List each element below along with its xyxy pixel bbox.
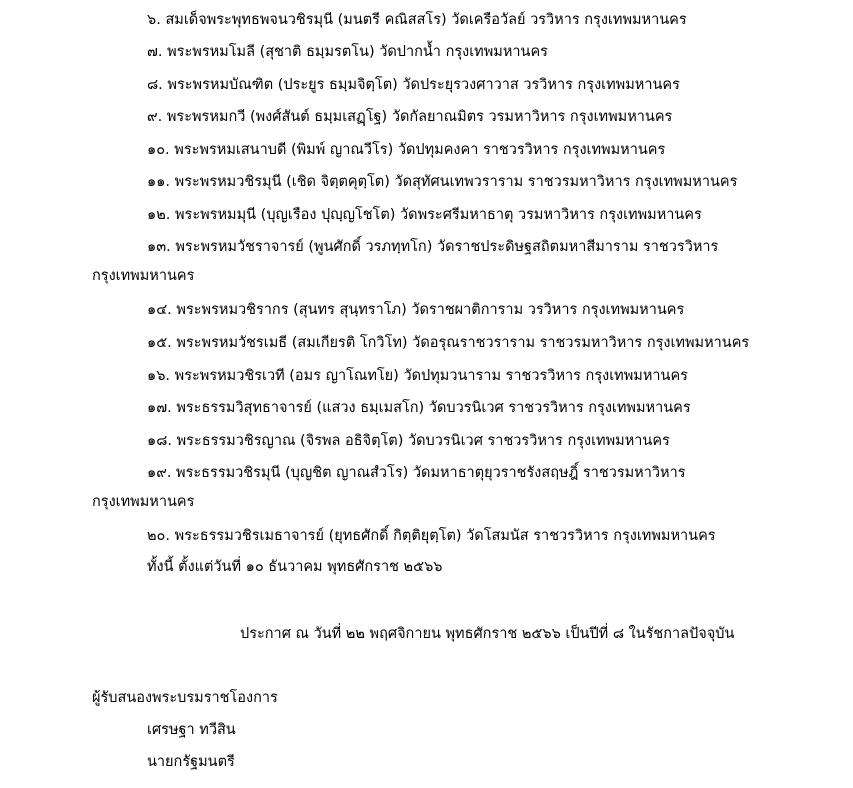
member-number: ๑๔. <box>147 302 172 318</box>
member-number: ๘. <box>147 77 163 93</box>
signer-name: เศรษฐา ทวีสิน <box>147 722 236 738</box>
member-text: พระธรรมวชิรมุนี (บุญชิต ญาณสํวโร) วัดมหาธาตุยุวราชรังสฤษฎิ์ ราชวรมหาวิหาร <box>176 465 686 481</box>
member-number: ๑๑. <box>147 174 171 190</box>
member-number: ๑๘. <box>147 433 172 449</box>
member-number: ๗. <box>147 44 163 60</box>
member-line <box>147 398 691 418</box>
member-number: ๑๙. <box>147 465 172 481</box>
announcement-date: ประกาศ ณ วันที่ ๒๒ พฤศจิกายน พุทธศักราช ๒๕๖๖ เป็นปีที่ ๘ ในรัชกาลปัจจุบัน <box>240 626 735 642</box>
member-text: พระธรรมวชิรเมธาจารย์ (ยุทธศักดิ์ กิตฺติยุตฺโต) วัดโสมนัส ราชวรวิหาร กรุงเทพมหานคร <box>174 528 716 544</box>
member-line <box>147 526 716 546</box>
member-text: พระพรหมวัชรเมธี (สมเกียรติ โกวิโท) วัดอรุณราชวราราม ราชวรมหาวิหาร กรุงเทพมหานคร <box>176 335 750 351</box>
member-number: ๑๐. <box>147 142 170 158</box>
member-text: พระพรหมวชิรมุนี (เชิด จิตฺตคุตฺโต) วัดสุทัศนเทพวราราม ราชวรมหาวิหาร กรุงเทพมหานคร <box>174 174 738 190</box>
member-line <box>147 140 665 160</box>
member-line <box>147 42 548 62</box>
member-line <box>147 205 702 225</box>
member-number: ๙. <box>147 109 163 125</box>
member-number: ๖. <box>147 12 161 28</box>
member-number: ๑๓. <box>147 239 171 255</box>
member-continuation: กรุงเทพมหานคร <box>92 494 195 510</box>
countersign-label: ผู้รับสนองพระบรมราชโองการ <box>92 690 278 706</box>
member-text: พระพรหมเสนาบดี (พิมพ์ ญาณวีโร) วัดปทุมคงคา ราชวรวิหาร กรุงเทพมหานคร <box>174 142 666 158</box>
effective-date: ทั้งนี้ ตั้งแต่วันที่ ๑๐ ธันวาคม พุทธศักราช ๒๕๖๖ <box>147 559 443 575</box>
member-text: พระพรหมวัชราจารย์ (พูนศักดิ์ วรภทฺทโก) วัดราชประดิษฐสถิตมหาสีมาราม ราชวรวิหาร <box>175 239 719 255</box>
member-line <box>147 10 687 30</box>
member-line <box>147 333 749 353</box>
member-text: พระพรหมวชิรากร (สุนทร สุนฺทราโภ) วัดราชผาติการาม วรวิหาร กรุงเทพมหานคร <box>176 302 685 318</box>
member-line <box>147 431 670 451</box>
member-number: ๑๕. <box>147 335 172 351</box>
member-line <box>147 172 737 192</box>
member-text: พระธรรมวิสุทธาจารย์ (แสวง ธมฺเมสโก) วัดบวรนิเวศ ราชวรวิหาร กรุงเทพมหานคร <box>176 400 691 416</box>
signer-title: นายกรัฐมนตรี <box>147 754 235 770</box>
member-text: พระพรหมโมลี (สุชาติ ธมฺมรตโน) วัดปากน้ำ กรุงเทพมหานคร <box>167 44 548 60</box>
member-line <box>147 300 684 320</box>
member-text: พระพรหมวชิรเวที (อมร ญาโณทโย) วัดปทุมวนาราม ราชวรวิหาร กรุงเทพมหานคร <box>174 368 688 384</box>
member-line <box>147 75 680 95</box>
member-continuation: กรุงเทพมหานคร <box>92 268 195 284</box>
member-number: ๑๗. <box>147 400 172 416</box>
member-line <box>147 366 688 386</box>
member-line <box>147 237 718 257</box>
member-text: พระพรหมมุนี (บุญเรือง ปุญฺญโชโต) วัดพระศรีมหาธาตุ วรมหาวิหาร กรุงเทพมหานคร <box>174 207 702 223</box>
member-number: ๑๖. <box>147 368 171 384</box>
member-text: พระพรหมกวี (พงศ์สันต์ ธมฺมเสฏฺโฐ) วัดกัลยาณมิตร วรมหาวิหาร กรุงเทพมหานคร <box>166 109 673 125</box>
member-text: สมเด็จพระพุทธพจนวชิรมุนี (มนตรี คณิสสโร) วัดเครือวัลย์ วรวิหาร กรุงเทพมหานคร <box>165 12 687 28</box>
member-text: พระธรรมวชิรญาณ (จิรพล อธิจิตฺโต) วัดบวรนิเวศ ราชวรวิหาร กรุงเทพมหานคร <box>176 433 670 449</box>
member-number: ๒๐. <box>147 528 171 544</box>
member-text: พระพรหมบัณฑิต (ประยูร ธมฺมจิตฺโต) วัดประยุรวงศาวาส วรวิหาร กรุงเทพมหานคร <box>167 77 680 93</box>
member-line <box>147 107 672 127</box>
member-line <box>147 463 686 483</box>
member-number: ๑๒. <box>147 207 171 223</box>
